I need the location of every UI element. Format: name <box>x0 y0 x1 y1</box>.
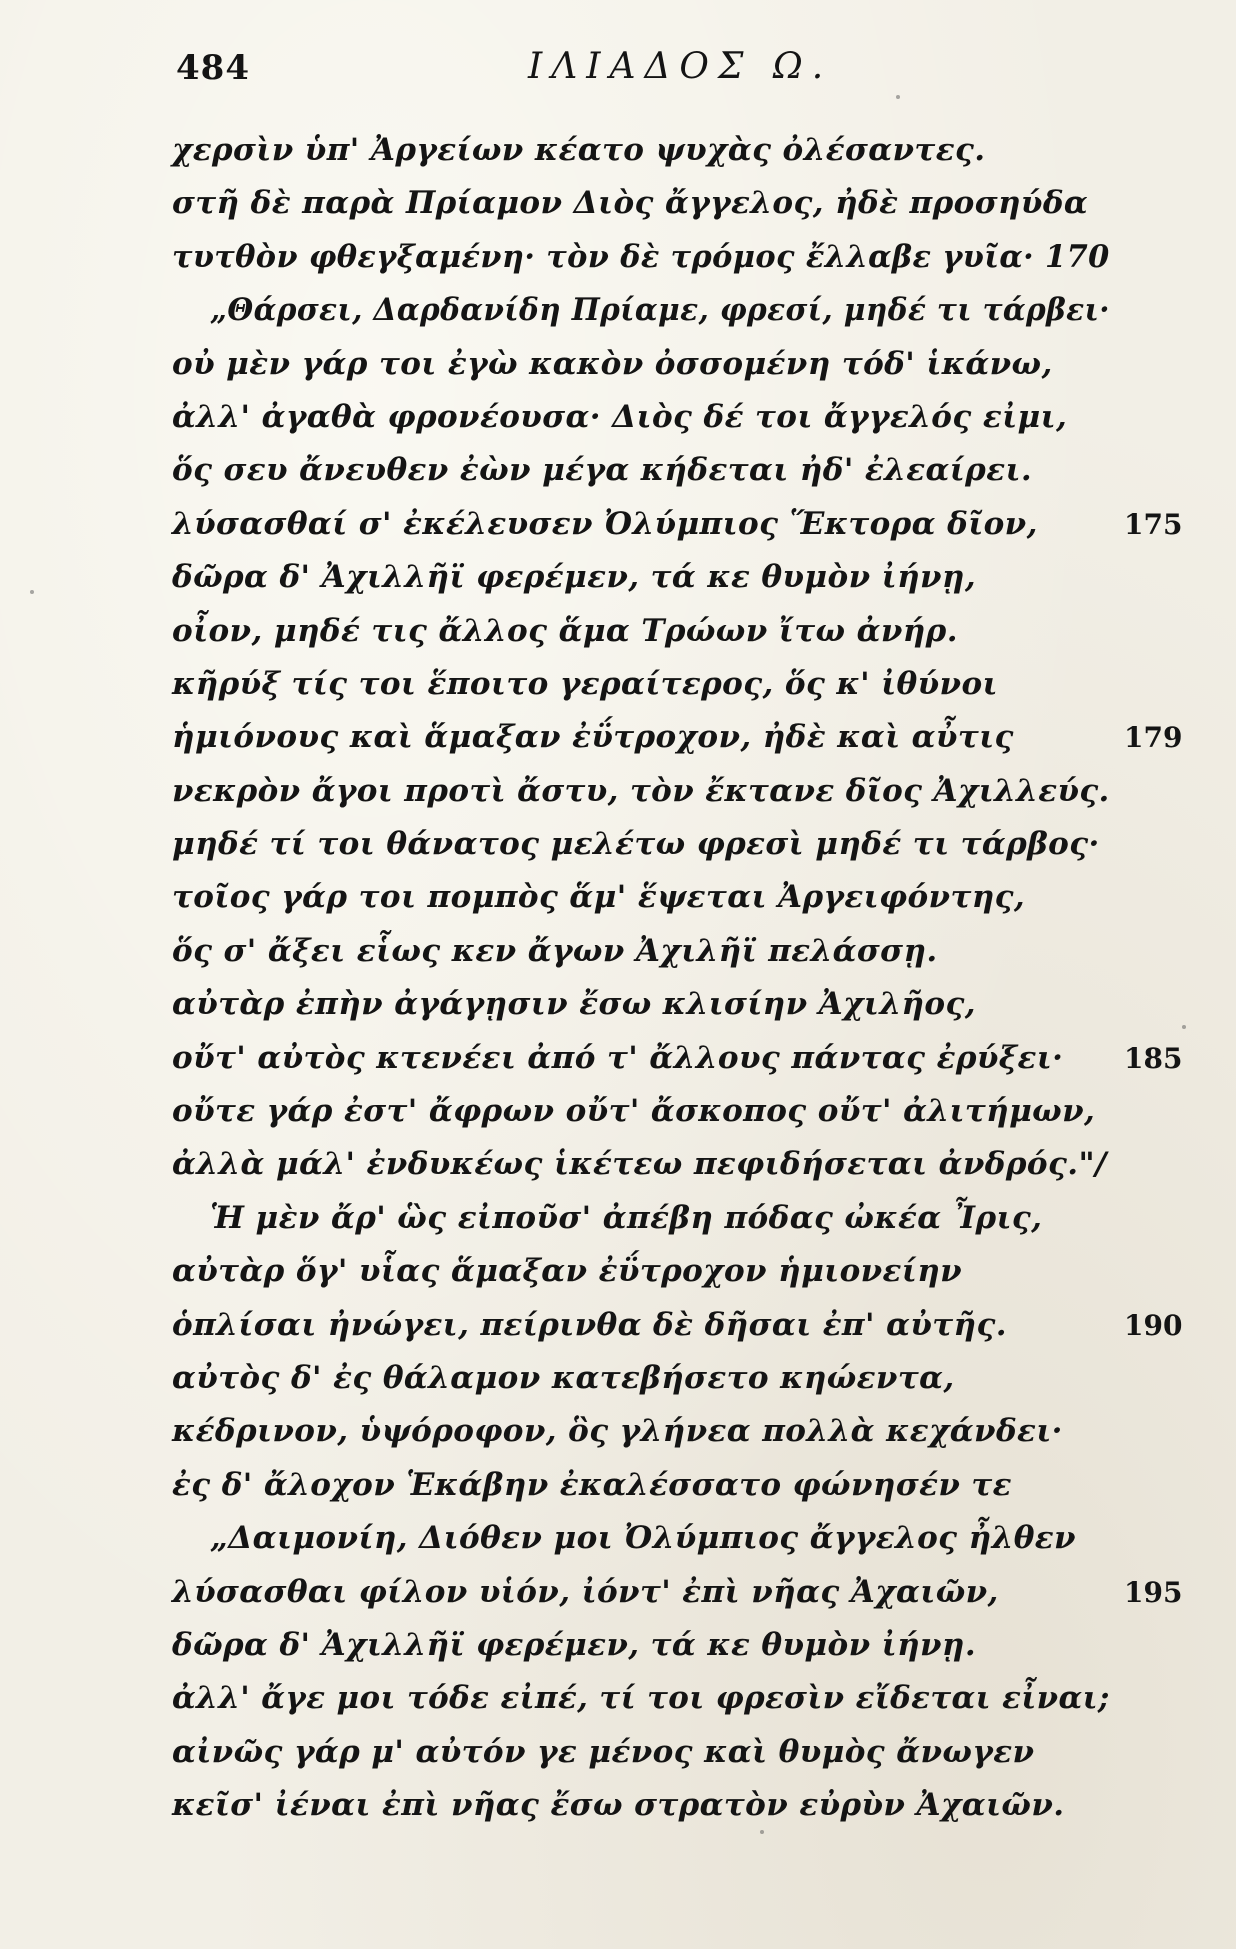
ink-speck <box>30 590 34 594</box>
verse-line <box>0 502 1236 555</box>
verse-line <box>0 181 1236 234</box>
verse-text: χερσὶν ὑπ' Ἀργείων κέατο ψυχὰς ὀλέσαντες. <box>172 132 986 168</box>
verse-line <box>0 235 1236 288</box>
verse-text: ὅς σευ ἄνευθεν ἐὼν μέγα κήδεται ἠδ' ἐλεαίρει. <box>172 452 1033 489</box>
verse-text: νεκρὸν ἄγοι προτὶ ἄστυ, τὸν ἔκτανε δῖος Ἀχιλλεύς. <box>172 772 1110 809</box>
verse-text: κεῖσ' ἰέναι ἐπὶ νῆας ἔσω στρατὸν εὐρὺν Ἀχαιῶν. <box>172 1787 1065 1824</box>
verse-text: αὐτὸς δ' ἐς θάλαμον κατεβήσετο κηώεντα, <box>172 1359 955 1396</box>
verse-line <box>0 1409 1236 1462</box>
verse-line <box>0 1570 1236 1623</box>
verse-line <box>0 1356 1236 1409</box>
verse-text: οὔτε γάρ ἐστ' ἄφρων οὔτ' ἄσκοπος οὔτ' ἀλιτήμων, <box>172 1093 1096 1130</box>
verse-line <box>0 609 1236 662</box>
verse-line <box>0 1783 1236 1836</box>
verse-text: ἀλλ' ἀγαθὰ φρονέουσα· Διὸς δέ τοι ἄγγελός εἰμι, <box>172 398 1068 435</box>
verse-line <box>0 822 1236 875</box>
line-number: 195 <box>1124 1575 1183 1609</box>
verse-line <box>0 555 1236 608</box>
verse-line <box>0 1623 1236 1676</box>
verse-line <box>0 1303 1236 1356</box>
ink-speck <box>760 1830 764 1834</box>
page-number: 484 <box>176 48 250 88</box>
verse-text: κῆρύξ τίς τοι ἕποιτο γεραίτερος, ὅς κ' ἰθύνοι <box>172 665 998 702</box>
line-number: 190 <box>1124 1308 1183 1342</box>
verse-text: τοῖος γάρ τοι πομπὸς ἅμ' ἕψεται Ἀργειφόντης, <box>172 879 1026 916</box>
verse-text: λύσασθαί σ' ἐκέλευσεν Ὀλύμπιος Ἕκτορα δῖον, <box>172 505 1038 542</box>
verse-line <box>0 342 1236 395</box>
verse-text: μηδέ τί τοι θάνατος μελέτω φρεσὶ μηδέ τι τάρβος· <box>172 826 1100 863</box>
verse-line <box>0 769 1236 822</box>
line-number: 175 <box>1124 507 1183 541</box>
verse-text: „Δαιμονίη, Διόθεν μοι Ὀλύμπιος ἄγγελος ἦλθεν <box>210 1520 1076 1557</box>
line-number: 185 <box>1124 1041 1183 1075</box>
verse-line <box>0 1730 1236 1783</box>
verse-line <box>0 1676 1236 1729</box>
verse-text: κέδρινον, ὑψόροφον, ὃς γλήνεα πολλὰ κεχάνδει· <box>172 1413 1063 1450</box>
verse-text: ἀλλ' ἄγε μοι τόδε εἰπέ, τί τοι φρεσὶν εἴδεται εἶναι; <box>172 1680 1110 1717</box>
ink-speck <box>1182 1025 1186 1029</box>
verse-text: ἡμιόνους καὶ ἅμαξαν ἐΰτροχον, ἠδὲ καὶ αὖτις <box>172 719 1014 756</box>
verse-text: τυτθὸν φθεγξαμένη· τὸν δὲ τρόμος ἔλλαβε γυῖα· 170 <box>172 238 1110 275</box>
verse-line <box>0 288 1236 341</box>
verse-line <box>0 662 1236 715</box>
verse-text: λύσασθαι φίλον υἱόν, ἰόντ' ἐπὶ νῆας Ἀχαιῶν, <box>172 1573 999 1610</box>
verse-text: αὐτὰρ ἐπὴν ἀγάγῃσιν ἔσω κλισίην Ἀχιλῆος, <box>172 986 976 1023</box>
verse-line <box>0 1089 1236 1142</box>
verse-block <box>0 128 1236 1837</box>
verse-line <box>0 395 1236 448</box>
verse-line <box>0 1196 1236 1249</box>
verse-line <box>0 715 1236 768</box>
verse-text: στῆ δὲ παρὰ Πρίαμον Διὸς ἄγγελος, ἠδὲ προσηύδα <box>172 185 1089 222</box>
verse-text: ὅς σ' ἄξει εἷως κεν ἄγων Ἀχιλῆϊ πελάσσῃ. <box>172 932 938 969</box>
verse-text: ὁπλίσαι ἠνώγει, πείρινθα δὲ δῆσαι ἐπ' αὐτῆς. <box>172 1306 1007 1343</box>
verse-text: αὐτὰρ ὅγ' υἷας ἅμαξαν ἐΰτροχον ἡμιονείην <box>172 1253 963 1290</box>
verse-line <box>0 1142 1236 1195</box>
verse-line <box>0 982 1236 1035</box>
verse-text: δῶρα δ' Ἀχιλλῆϊ φερέμεν, τά κε θυμὸν ἰήνῃ, <box>172 559 977 596</box>
ink-speck <box>896 95 900 99</box>
verse-text: „Θάρσει, Δαρδανίδη Πρίαμε, φρεσί, μηδέ τι τάρβει· <box>210 292 1110 329</box>
verse-line <box>0 1516 1236 1569</box>
verse-line <box>0 929 1236 982</box>
verse-line <box>0 448 1236 501</box>
verse-text: Ἡ μὲν ἄρ' ὣς εἰποῦσ' ἀπέβη πόδας ὠκέα Ἶρις, <box>210 1199 1043 1236</box>
verse-text: οὐ μὲν γάρ τοι ἐγὼ κακὸν ὀσσομένη τόδ' ἱκάνω, <box>172 345 1053 382</box>
verse-line <box>0 1036 1236 1089</box>
verse-text: ἀλλὰ μάλ' ἐνδυκέως ἱκέτεω πεφιδήσεται ἀνδρός."/ <box>172 1146 1107 1183</box>
verse-text: οἶον, μηδέ τις ἄλλος ἅμα Τρώων ἴτω ἀνήρ. <box>172 612 958 649</box>
verse-line <box>0 128 1236 181</box>
verse-text: οὔτ' αὐτὸς κτενέει ἀπό τ' ἄλλους πάντας ἐρύξει· <box>172 1039 1064 1076</box>
verse-line <box>0 875 1236 928</box>
verse-text: δῶρα δ' Ἀχιλλῆϊ φερέμεν, τά κε θυμὸν ἰήνῃ. <box>172 1626 977 1663</box>
verse-line <box>0 1463 1236 1516</box>
page-header <box>0 42 1236 102</box>
running-title: ΙΛΙΑΔΟΣ Ω. <box>528 46 833 87</box>
line-number: 179 <box>1124 721 1183 755</box>
verse-line <box>0 1249 1236 1302</box>
verse-text: ἐς δ' ἄλοχον Ἑκάβην ἐκαλέσσατο φώνησέν τε <box>172 1466 1012 1503</box>
verse-text: αἰνῶς γάρ μ' αὐτόν γε μένος καὶ θυμὸς ἄνωγεν <box>172 1733 1035 1770</box>
